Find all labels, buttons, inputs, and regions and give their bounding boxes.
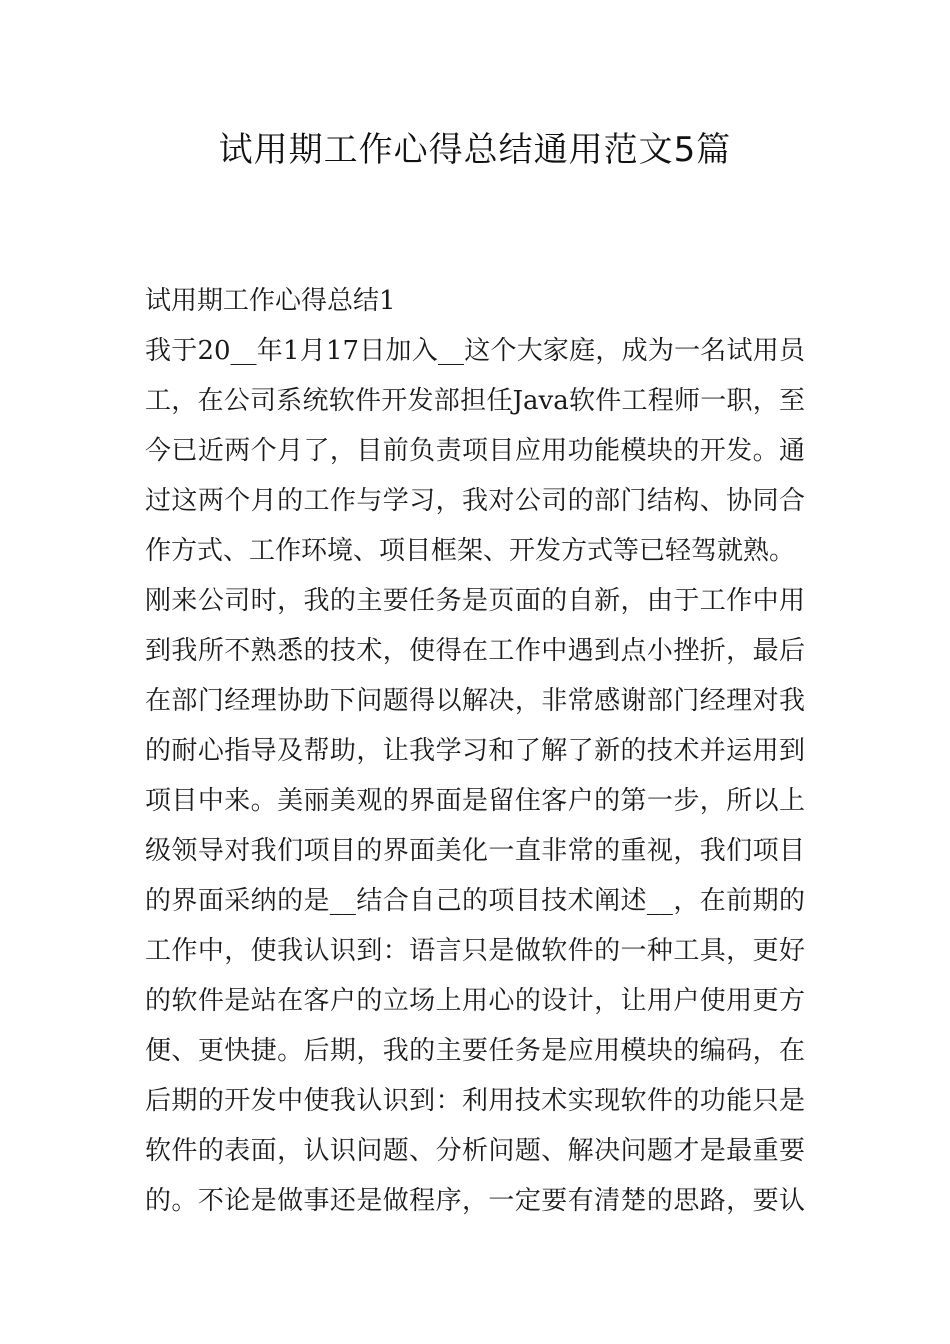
paragraph-line: 的耐心指导及帮助，让我学习和了解了新的技术并运用到 [145, 736, 805, 766]
document-title: 试用期工作心得总结通用范文5篇 [218, 130, 732, 170]
paragraph-line: 在部门经理协助下问题得以解决，非常感谢部门经理对我 [145, 686, 805, 716]
paragraph-line: 的软件是站在客户的立场上用心的设计，让用户使用更方 [145, 986, 805, 1016]
paragraph-line: 软件的表面，认识问题、分析问题、解决问题才是最重要 [145, 1136, 805, 1166]
section-heading: 试用期工作心得总结1 [145, 286, 396, 316]
paragraph-line: 便、更快捷。后期，我的主要任务是应用模块的编码，在 [145, 1036, 805, 1066]
paragraph-line: 项目中来。美丽美观的界面是留住客户的第一步，所以上 [145, 786, 805, 816]
paragraph-line: 工，在公司系统软件开发部担任Java软件工程师一职，至 [145, 386, 805, 416]
paragraph-line: 今已近两个月了，目前负责项目应用功能模块的开发。通 [145, 436, 805, 466]
paragraph-line: 后期的开发中使我认识到：利用技术实现软件的功能只是 [145, 1086, 805, 1116]
document-body [145, 276, 805, 1226]
paragraph-line: 级领导对我们项目的界面美化一直非常的重视，我们项目 [145, 836, 805, 866]
paragraph-line: 我于20__年1月17日加入__这个大家庭，成为一名试用员 [145, 336, 805, 366]
paragraph-line: 作方式、工作环境、项目框架、开发方式等已轻驾就熟。 [145, 536, 796, 566]
paragraph-line: 过这两个月的工作与学习，我对公司的部门结构、协同合 [145, 486, 805, 516]
paragraph-line: 到我所不熟悉的技术，使得在工作中遇到点小挫折，最后 [145, 636, 805, 666]
paragraph-line: 工作中，使我认识到：语言只是做软件的一种工具，更好 [145, 936, 805, 966]
paragraph-line: 的。不论是做事还是做程序，一定要有清楚的思路，要认 [145, 1186, 805, 1216]
paragraph-line: 刚来公司时，我的主要任务是页面的自新，由于工作中用 [145, 586, 805, 616]
paragraph-line: 的界面采纳的是__结合自己的项目技术阐述__，在前期的 [145, 886, 805, 916]
